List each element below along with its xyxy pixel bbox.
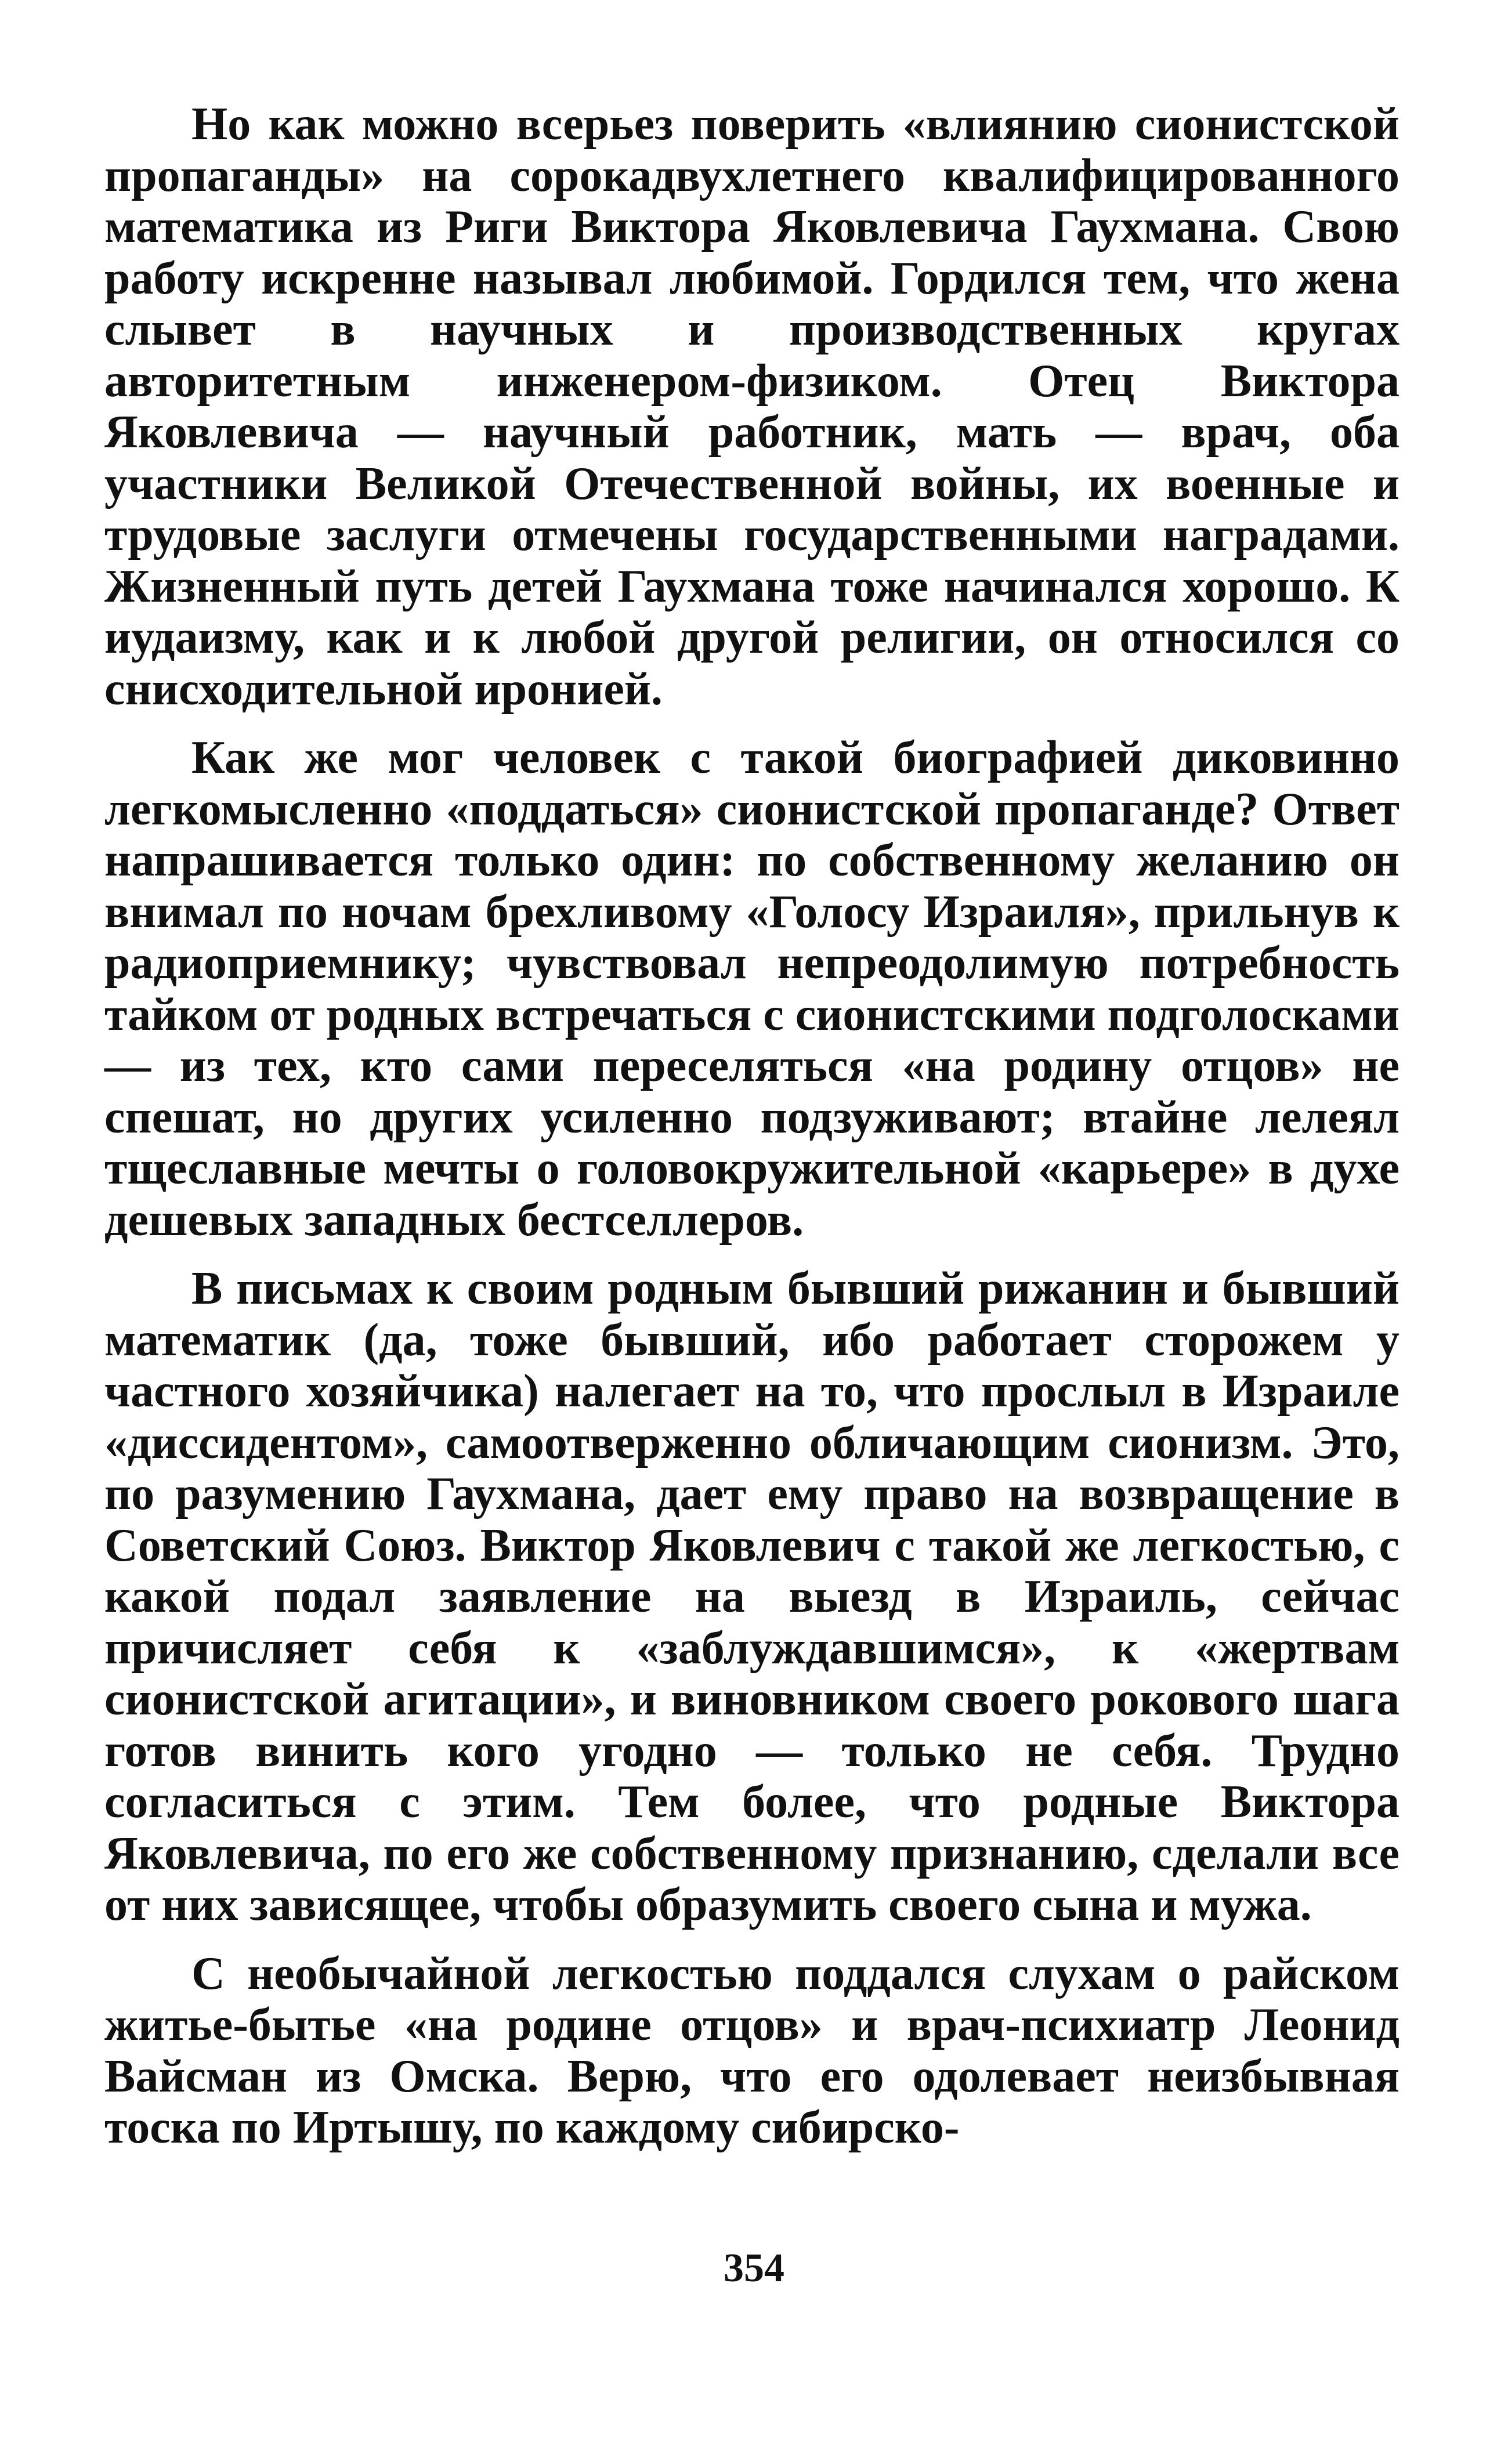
paragraph-2: Как же мог человек с такой биографией диковинно легкомысленно «поддаться» сионистской пропаганде? Ответ напрашивается только один: по собственному желанию он внимал по ночам брехливому «Голосу Израиля», прильнув к радиоприемнику; чувствовал непреодолимую потребность тайком от родных встречаться с сионистскими подголосками — из тех, кто сами переселяться «на родину отцов» не спешат, но других усиленно подзуживают; втайне лелеял тщеславные мечты о головокружительной «карьере» в духе дешевых западных бестселлеров. — [104, 732, 1399, 1246]
paragraph-4: С необычайной легкостью поддался слухам о райском житье-бытье «на родине отцов» и врач-психиатр Леонид Вайсман из Омска. Верю, что его одолевает неизбывная тоска по Иртышу, по каждому сибирско- — [104, 1948, 1399, 2153]
paragraph-1: Но как можно всерьез поверить «влиянию сионистской пропаганды» на сорокадвухлетнего квалифицированного математика из Риги Виктора Яковлевича Гаухмана. Свою работу искренне называл любимой. Гордился тем, что жена слывет в научных и производственных кругах авторитетным инженером-физиком. Отец Виктора Яковлевича — научный работник, мать — врач, оба участники Великой Отечественной войны, их военные и трудовые заслуги отмечены государственными наградами. Жизненный путь детей Гаухмана тоже начинался хорошо. К иудаизму, как и к любой другой религии, он относился со снисходительной иронией. — [104, 99, 1399, 715]
page-number: 354 — [724, 2246, 784, 2291]
page-body — [104, 99, 1399, 2154]
paragraph-3: В письмах к своим родным бывший рижанин и бывший математик (да, тоже бывший, ибо работает сторожем у частного хозяйчика) налегает на то, что прослыл в Израиле «диссидентом», самоотверженно обличающим сионизм. Это, по разумению Гаухмана, дает ему право на возвращение в Советский Союз. Виктор Яковлевич с такой же легкостью, с какой подал заявление на выезд в Израиль, сейчас причисляет себя к «заблуждавшимся», к «жертвам сионистской агитации», и виновником своего рокового шага готов винить кого угодно — только не себя. Трудно согласиться с этим. Тем более, что родные Виктора Яковлевича, по его же собственному признанию, сделали все от них зависящее, чтобы образумить своего сына и мужа. — [104, 1263, 1399, 1930]
